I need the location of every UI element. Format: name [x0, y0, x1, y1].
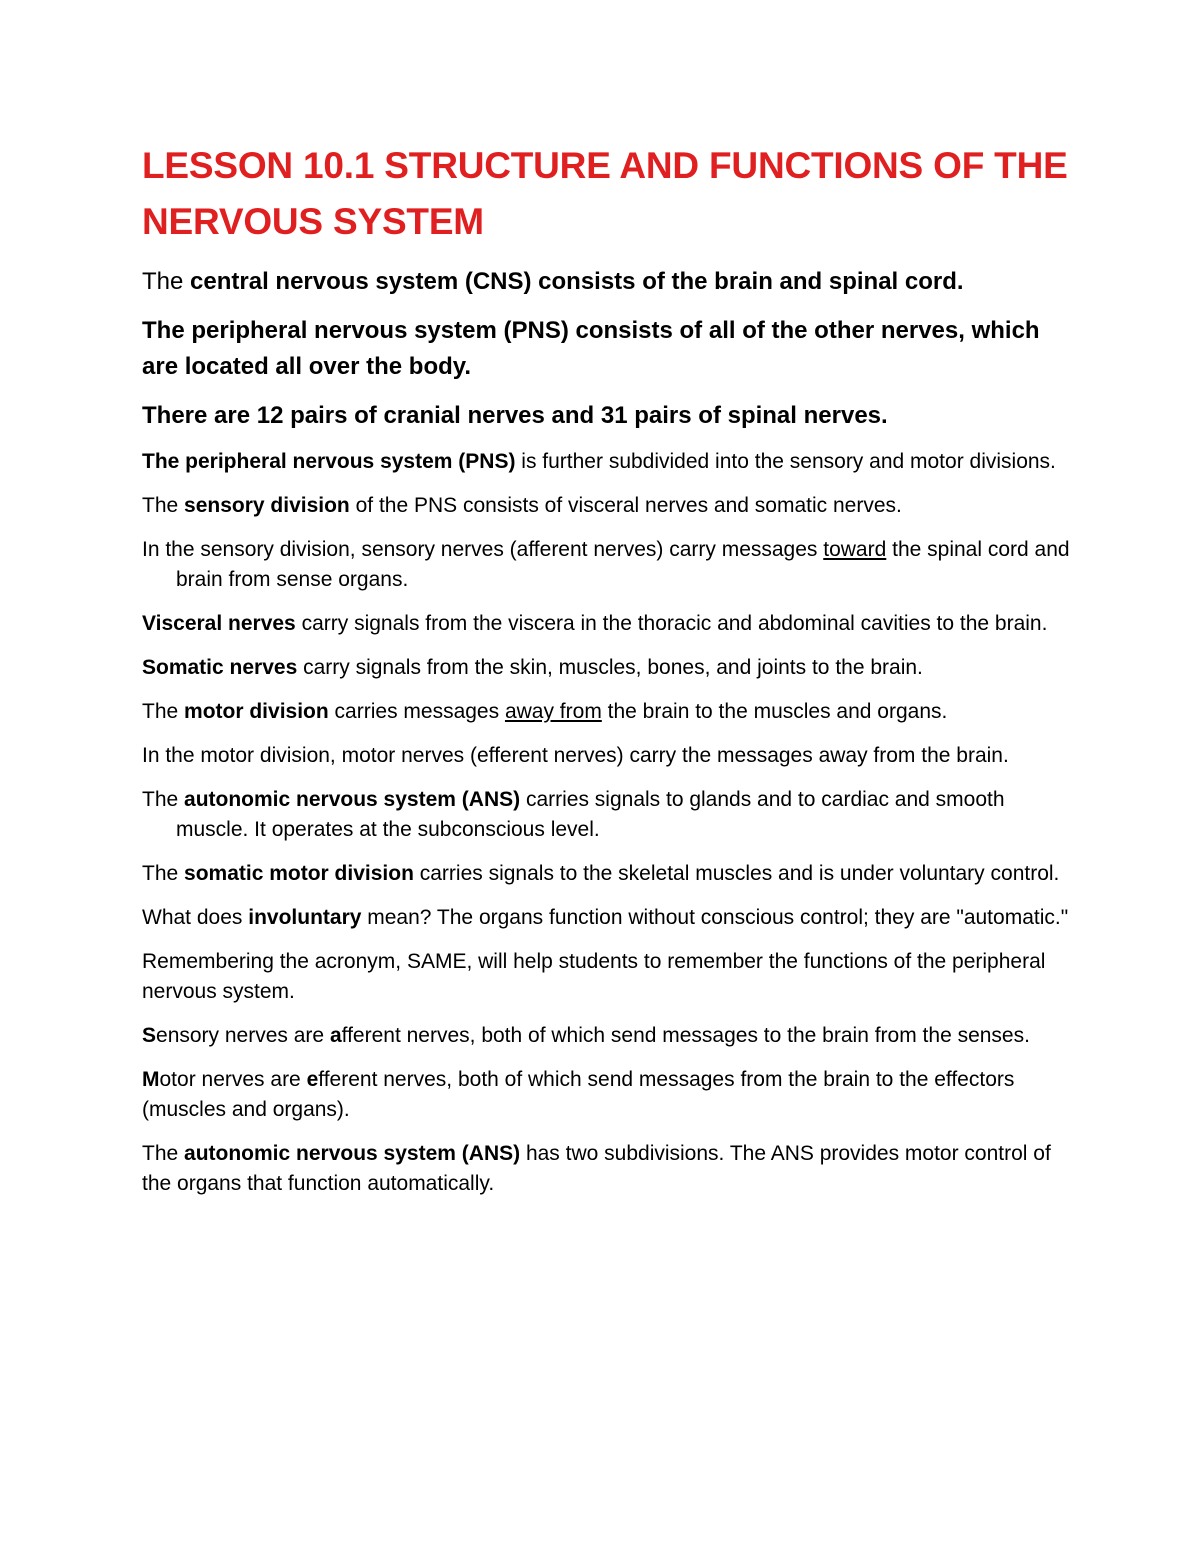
text-run: The: [142, 494, 185, 517]
term-ans: autonomic nervous system (ANS): [184, 788, 521, 811]
text-run: (PNS) consists of all of the other nerves, which are located all over the body.: [142, 317, 1040, 380]
paragraph-sensory-division: [142, 491, 1072, 521]
text-run: otor nerves are: [159, 1068, 307, 1091]
paragraph-efferent-nerves: In the motor division, motor nerves (efferent nerves) carry the messages away from the brain.: [142, 744, 1009, 767]
text-run: The: [142, 317, 192, 344]
acronym-letter-a: a: [329, 1024, 342, 1047]
paragraph-pns-subdivision: [142, 447, 1072, 477]
text-run: carries messages: [328, 700, 505, 723]
paragraph-motor-efferent: [142, 1065, 1072, 1125]
text-run: What does: [142, 906, 249, 929]
paragraph-ans-subdivisions: [142, 1139, 1072, 1199]
paragraph-afferent-nerves: [142, 535, 1072, 595]
paragraph-autonomic-nervous-system: [142, 785, 1072, 845]
acronym-letter-e: e: [306, 1068, 319, 1091]
term-involuntary: involuntary: [248, 906, 362, 929]
term-peripheral-nervous-system: peripheral nervous system: [191, 317, 497, 344]
paragraph-visceral-nerves: [142, 609, 1072, 639]
text-run: carry signals from the viscera in the thoracic and abdominal cavities to the brain.: [295, 612, 1048, 635]
text-run: ensory nerves are: [156, 1024, 330, 1047]
term-ans: autonomic nervous system (ANS): [184, 1142, 521, 1165]
text-run: (CNS) consists of the brain and spinal cord.: [458, 268, 964, 295]
text-run: is further subdivided into the sensory and motor divisions.: [515, 450, 1056, 473]
term-sensory-division: sensory division: [184, 494, 350, 517]
text-run: carry signals from the skin, muscles, bones, and joints to the brain.: [297, 656, 923, 679]
text-run: carries signals to the skeletal muscles and is under voluntary control.: [413, 862, 1060, 885]
text-run: The: [142, 788, 185, 811]
term-central-nervous-system: central nervous system: [190, 268, 459, 295]
nerve-pairs-statement: There are 12 pairs of cranial nerves and 31 pairs of spinal nerves.: [142, 402, 888, 429]
paragraph-somatic-motor-division: [142, 859, 1072, 889]
term-somatic-nerves: Somatic nerves: [142, 656, 298, 679]
term-visceral-nerves: Visceral nerves: [142, 612, 296, 635]
text-run: The: [142, 268, 191, 295]
term-somatic-motor-division: somatic motor division: [184, 862, 414, 885]
paragraph-somatic-nerves: [142, 653, 1072, 683]
underlined-toward: toward: [823, 538, 887, 561]
text-run: fferent nerves, both of which send messages from the brain to the effectors (muscles and organs).: [142, 1068, 1015, 1121]
text-run: of the PNS consists of visceral nerves and somatic nerves.: [349, 494, 902, 517]
text-run: mean? The organs function without conscious control; they are "automatic.": [361, 906, 1069, 929]
lesson-title: LESSON 10.1 STRUCTURE AND FUNCTIONS OF THE NERVOUS SYSTEM: [142, 145, 1068, 242]
paragraph-involuntary: [142, 903, 1072, 933]
paragraph-motor-division: [142, 697, 1072, 727]
underlined-away-from: away from: [504, 700, 602, 723]
text-run: the brain to the muscles and organs.: [601, 700, 948, 723]
pns-statement: [142, 313, 1072, 385]
text-run: carries signals to glands and to cardiac and smooth muscle. It operates at the subconscious level.: [176, 788, 1005, 841]
cns-statement: [142, 264, 1072, 300]
acronym-letter-s: S: [142, 1024, 157, 1047]
text-run: In the sensory division, sensory nerves (afferent nerves) carry messages: [142, 538, 824, 561]
text-run: The: [142, 700, 185, 723]
document-page: [142, 138, 1072, 1213]
paragraph-sensory-afferent: [142, 1021, 1072, 1051]
term-pns: The peripheral nervous system (PNS): [142, 450, 516, 473]
acronym-letter-m: M: [142, 1068, 160, 1091]
text-run: The: [142, 1142, 185, 1165]
text-run: the spinal cord and brain from sense organs.: [176, 538, 1070, 591]
text-run: has two subdivisions. The ANS provides motor control of the organs that function automatically.: [142, 1142, 1051, 1195]
text-run: fferent nerves, both of which send messages to the brain from the senses.: [341, 1024, 1030, 1047]
term-motor-division: motor division: [184, 700, 329, 723]
text-run: The: [142, 862, 185, 885]
paragraph-same-acronym: Remembering the acronym, SAME, will help students to remember the functions of the peripheral nervous system.: [142, 950, 1046, 1003]
